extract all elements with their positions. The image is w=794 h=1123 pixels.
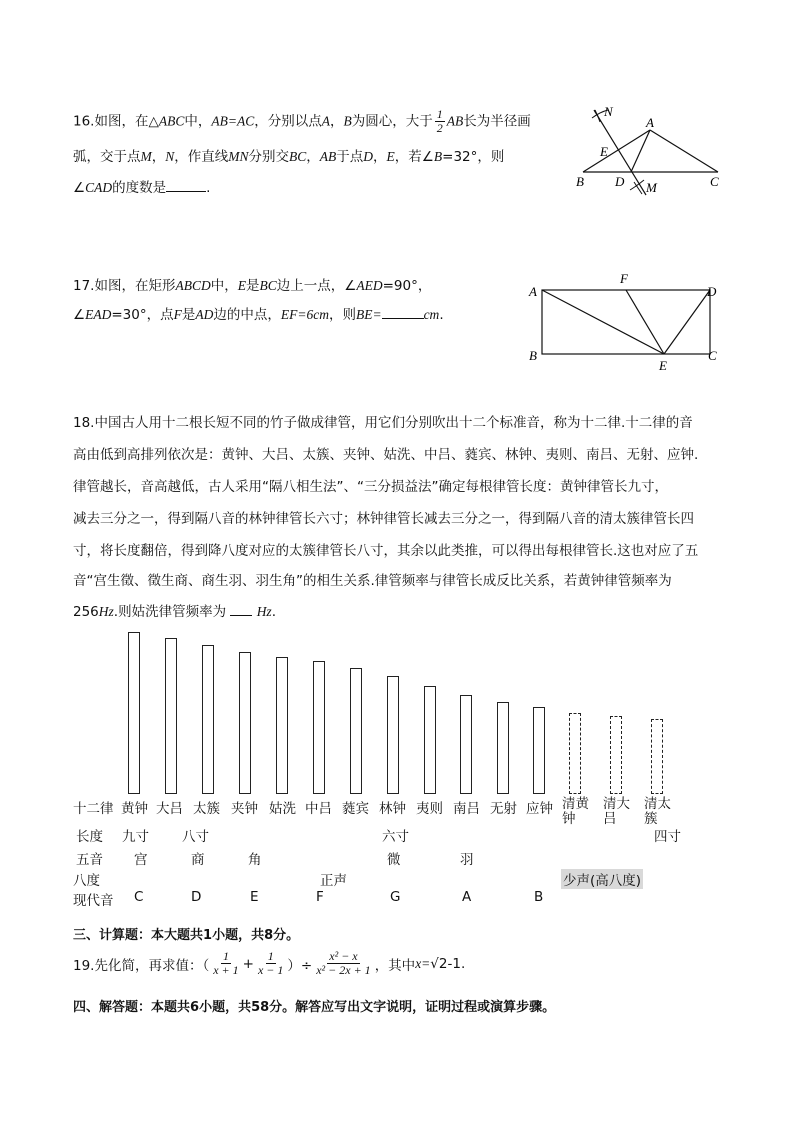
q16-line1: 16.如图，在△ABC中，AB=AC，分别以点A，B为圆心，大于 $\frac{1}{2}$ AB长为半径画 bbox=[73, 107, 531, 135]
label-B: B bbox=[576, 174, 584, 189]
pipe-huangzhong bbox=[128, 632, 140, 794]
note-label: 清黄钟 bbox=[562, 796, 589, 827]
label-D: D bbox=[615, 174, 625, 189]
label-E: E bbox=[659, 358, 667, 373]
answer-blank bbox=[166, 191, 206, 192]
answer-blank bbox=[382, 318, 424, 319]
note-label: 夷则 bbox=[416, 801, 443, 817]
section-3-heading: 三、计算题：本大题共1小题，共8分。 bbox=[73, 928, 300, 943]
modern-G: G bbox=[390, 889, 401, 905]
pipe-guxi bbox=[276, 657, 288, 794]
fraction-3: $\frac{\text{x² − x}}{\text{x² − 2x + 1}}$ bbox=[316, 949, 371, 977]
pipe-taicu bbox=[202, 645, 214, 794]
q17-rectangle-figure bbox=[525, 268, 725, 376]
note-label: 蕤宾 bbox=[342, 801, 369, 817]
note-label: 太簇 bbox=[193, 801, 220, 817]
label-N: N bbox=[604, 104, 613, 119]
row-label-badu: 八度 bbox=[73, 873, 100, 889]
q16-line3: ∠CAD的度数是 . bbox=[73, 180, 211, 196]
pipe-qinghuangzhong bbox=[569, 713, 581, 794]
label-B: B bbox=[529, 348, 537, 363]
label-C: C bbox=[710, 174, 719, 189]
modern-C: C bbox=[134, 889, 144, 905]
note-label: 应钟 bbox=[526, 801, 553, 817]
modern-B: B bbox=[534, 889, 544, 905]
wuyin-yu: 羽 bbox=[460, 852, 474, 868]
pipe-dalv bbox=[165, 638, 177, 794]
note-label: 姑洗 bbox=[269, 801, 296, 817]
pipe-yize bbox=[424, 686, 436, 794]
q19-line: 19.先化简，再求值：（ $\frac{1}{x + 1}$ + $\frac{1}{x - 1}$ ）÷ $\frac{\text{x² − x}}{\text{x² − 2x + 1}}$ ，其中 x= √2 -1. bbox=[73, 949, 466, 977]
q18-line1: 18.中国古人用十二根长短不同的竹子做成律管，用它们分别吹出十二个标准音，称为十二律.十二律的音 bbox=[73, 415, 693, 431]
note-label: 中吕 bbox=[305, 801, 332, 817]
label-D: D bbox=[707, 284, 717, 299]
modern-A: A bbox=[462, 889, 472, 905]
label-C: C bbox=[708, 348, 717, 363]
note-label: 清太簇 bbox=[644, 796, 671, 827]
label-A: A bbox=[646, 115, 654, 130]
pipe-jiazhong bbox=[239, 652, 251, 794]
pipe-ruibin bbox=[350, 668, 362, 794]
label-A: A bbox=[529, 284, 537, 299]
pipe-zhonglv bbox=[313, 661, 325, 794]
pipe-linzhong bbox=[387, 676, 399, 794]
pipe-qingtaicu bbox=[651, 719, 663, 794]
q16-line2: 弧，交于点M，N，作直线MN分别交BC，AB于点D，E，若∠B=32°，则 bbox=[73, 149, 505, 165]
note-label: 无射 bbox=[490, 801, 517, 817]
note-label: 南吕 bbox=[453, 801, 480, 817]
pipe-qingdalv bbox=[610, 716, 622, 794]
q17-line1: 17.如图，在矩形ABCD中，E是BC边上一点，∠AED=90°， bbox=[73, 278, 432, 294]
wuyin-jue: 角 bbox=[248, 852, 262, 868]
note-label: 黄钟 bbox=[121, 801, 148, 817]
wuyin-gong: 宫 bbox=[134, 852, 148, 868]
length-huangzhong: 九寸 bbox=[122, 829, 149, 845]
modern-E: E bbox=[250, 889, 259, 905]
q18-line3: 律管越长，音高越低，古人采用“隔八相生法”、“三分损益法”确定每根律管长度：黄钟律管长九寸， bbox=[73, 479, 668, 495]
q17-line2: ∠EAD=30°，点F是AD边的中点，EF=6cm，则BE= cm. bbox=[73, 307, 444, 323]
row-label-modern: 现代音 bbox=[73, 893, 114, 909]
shaosheng-label: 少声(高八度) bbox=[561, 869, 643, 889]
q16-triangle-figure bbox=[570, 100, 730, 200]
length-taicu: 八寸 bbox=[182, 829, 209, 845]
length-linzhong: 六寸 bbox=[382, 829, 409, 845]
label-E: E bbox=[600, 144, 608, 159]
fraction-1: $\frac{1}{x + 1}$ bbox=[213, 949, 239, 977]
wuyin-shang: 商 bbox=[191, 852, 205, 868]
modern-D: D bbox=[191, 889, 202, 905]
section-4-heading: 四、解答题：本题共6小题，共58分。解答应写出文字说明，证明过程或演算步骤。 bbox=[73, 1000, 556, 1015]
pipe-wuyi bbox=[497, 702, 509, 794]
pipe-nanlv bbox=[460, 695, 472, 794]
q18-line2: 高由低到高排列依次是：黄钟、大吕、太簇、夹钟、姑洗、中吕、蕤宾、林钟、夷则、南吕、无射、应钟. bbox=[73, 447, 699, 463]
wuyin-zhi: 微 bbox=[387, 852, 401, 868]
note-label: 大吕 bbox=[156, 801, 183, 817]
label-F: F bbox=[620, 271, 628, 286]
zhengsheng-label: 正声 bbox=[320, 873, 347, 889]
length-qingtaicu: 四寸 bbox=[654, 829, 681, 845]
note-label: 林钟 bbox=[379, 801, 406, 817]
q18-line4: 减去三分之一，得到隔八音的林钟律管长六寸；林钟律管长减去三分之一，得到隔八音的清太簇律管长四 bbox=[73, 511, 694, 527]
modern-F: F bbox=[316, 889, 324, 905]
fraction-2: $\frac{1}{x - 1}$ bbox=[257, 949, 284, 977]
fraction-one-half: $\frac{1}{2}$ bbox=[436, 107, 443, 135]
pipe-yingzhong bbox=[533, 707, 545, 794]
row-label-length: 长度 bbox=[76, 829, 103, 845]
q18-line6: 音“宫生徵、徵生商、商生羽、羽生角”的相生关系.律管频率与律管长成反比关系，若黄钟律管频率为 bbox=[73, 573, 672, 589]
row-label-wuyin: 五音 bbox=[76, 852, 103, 868]
note-label: 清大吕 bbox=[603, 796, 630, 827]
label-M: M bbox=[646, 180, 657, 195]
row-label-shierlü: 十二律 bbox=[73, 801, 114, 817]
note-label: 夹钟 bbox=[231, 801, 258, 817]
answer-blank bbox=[230, 615, 252, 616]
q18-line7: 256Hz.则姑洗律管频率为 Hz. bbox=[73, 604, 276, 620]
q18-line5: 寸，将长度翻倍，得到降八度对应的太簇律管长八寸，其余以此类推，可以得出每根律管长.这也对应了五 bbox=[73, 543, 699, 559]
